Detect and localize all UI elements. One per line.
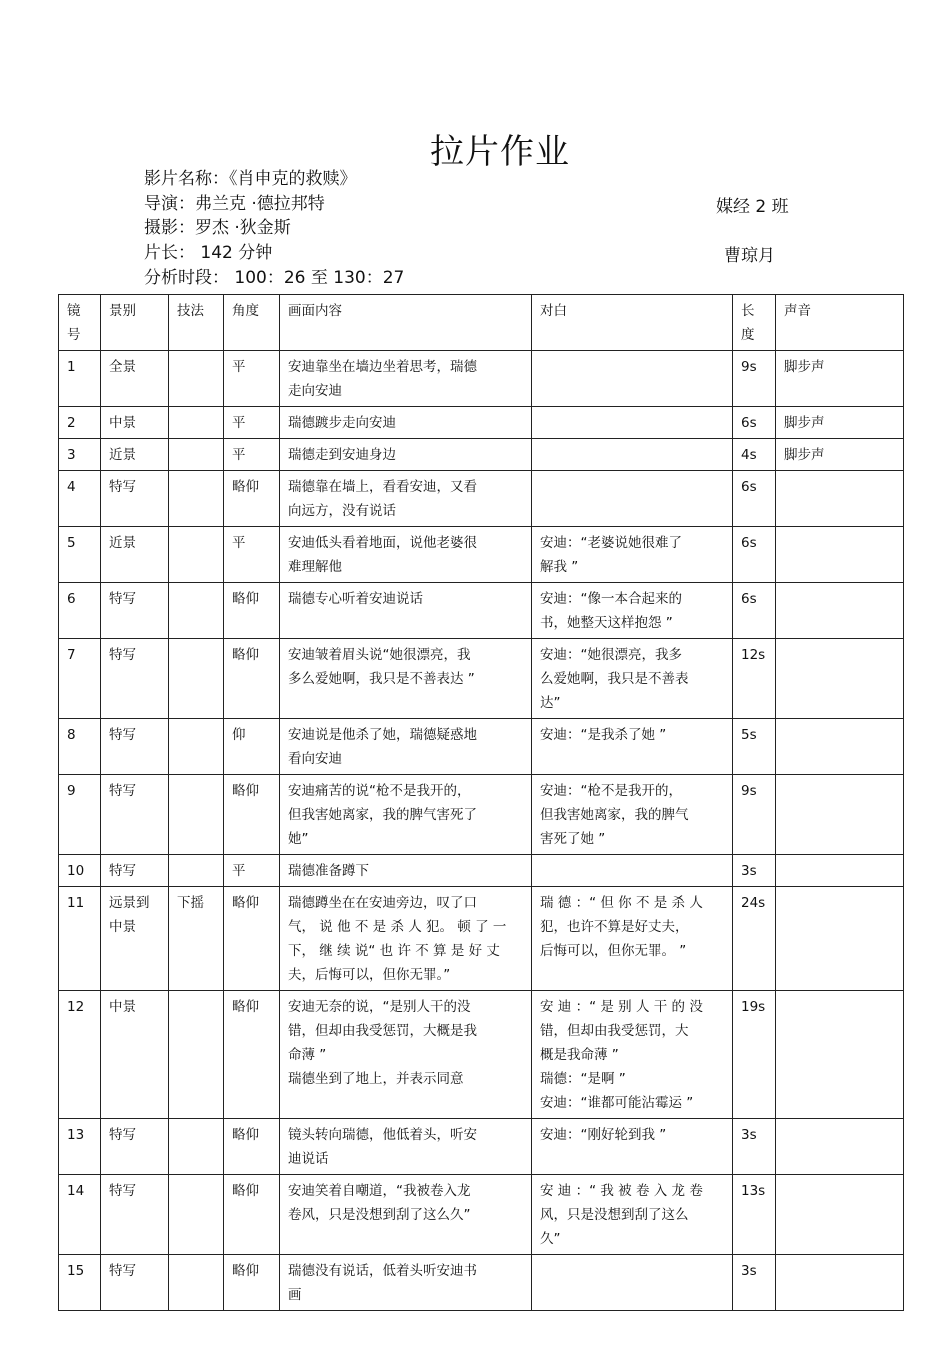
camera-technique	[169, 855, 224, 887]
shot-number: 1	[59, 351, 101, 407]
shot-scale-line: 特写	[109, 783, 136, 799]
sound: 脚步声	[776, 439, 904, 471]
shot-number: 15	[59, 1255, 101, 1311]
frame-content-line: 安迪说是他杀了她，瑞德疑惑地	[288, 727, 477, 743]
table-header-cell-line: 镜	[67, 303, 81, 319]
frame-content	[280, 1175, 532, 1255]
dialogue	[532, 583, 733, 639]
sound	[776, 527, 904, 583]
dialogue-line: 安迪：“是我杀了她 ”	[540, 727, 667, 743]
frame-content-line: 错，但却由我受惩罚，大概是我	[288, 1023, 477, 1039]
camera-technique	[169, 991, 224, 1119]
table-row	[59, 1175, 904, 1255]
shot-number: 7	[59, 639, 101, 719]
frame-content-line: 安迪笑着自嘲道，“我被卷入龙	[288, 1183, 471, 1199]
frame-content-line: 瑞德坐到了地上，并表示同意	[288, 1071, 464, 1087]
shot-number: 12	[59, 991, 101, 1119]
shot-scale	[101, 639, 169, 719]
shot-number: 6	[59, 583, 101, 639]
frame-content-line: 看向安迪	[288, 751, 342, 767]
dialogue-line: 风，只是没想到刮了这么	[540, 1207, 689, 1223]
dialogue-line: 安迪：“谁都可能沾霉运 ”	[540, 1095, 694, 1111]
frame-content-line: 镜头转向瑞德，他低着头，听安	[288, 1127, 477, 1143]
table-header-cell	[169, 295, 224, 351]
shot-scale-line: 全景	[109, 359, 136, 375]
table-row	[59, 583, 904, 639]
frame-content-line: 瑞德蹲坐在在安迪旁边，叹了口	[288, 895, 477, 911]
table-header-cell-line: 景别	[109, 303, 136, 319]
camera-angle: 略仰	[224, 471, 280, 527]
table-header-cell-line: 号	[67, 327, 81, 343]
shot-scale-line: 特写	[109, 1263, 136, 1279]
shot-number: 8	[59, 719, 101, 775]
shot-scale-line: 中景	[109, 415, 136, 431]
table-row	[59, 527, 904, 583]
dialogue	[532, 1175, 733, 1255]
shot-scale-line: 特写	[109, 479, 136, 495]
frame-content	[280, 775, 532, 855]
shot-scale	[101, 351, 169, 407]
camera-angle: 仰	[224, 719, 280, 775]
frame-content-line: 画	[288, 1287, 302, 1303]
dialogue-line: 达”	[540, 695, 561, 711]
frame-content-line: 夫，后悔可以，但你无罪。”	[288, 967, 451, 983]
dialogue-line: 书，她整天这样抱怨 ”	[540, 615, 673, 631]
camera-technique	[169, 351, 224, 407]
camera-angle: 略仰	[224, 1255, 280, 1311]
table-header-cell	[101, 295, 169, 351]
shot-scale	[101, 527, 169, 583]
frame-content-line: 她”	[288, 831, 309, 847]
dialogue-line: 久”	[540, 1231, 561, 1247]
camera-angle: 平	[224, 439, 280, 471]
dialogue-line: 错，但却由我受惩罚，大	[540, 1023, 689, 1039]
shot-scale	[101, 439, 169, 471]
dialogue	[532, 855, 733, 887]
shot-scale-line: 近景	[109, 535, 136, 551]
shot-scale-line: 特写	[109, 1183, 136, 1199]
shot-number: 10	[59, 855, 101, 887]
shot-length: 24s	[733, 887, 776, 991]
table-header-cell	[224, 295, 280, 351]
sound	[776, 639, 904, 719]
frame-content-line: 迪说话	[288, 1151, 329, 1167]
shot-length: 3s	[733, 1119, 776, 1175]
frame-content-line: 瑞德没有说话，低着头听安迪书	[288, 1263, 477, 1279]
dialogue-line: 安迪：“她很漂亮，我多	[540, 647, 682, 663]
table-header-cell-line: 对白	[540, 303, 567, 319]
shot-scale	[101, 1119, 169, 1175]
cinematographer: 摄影：罗杰 ·狄金斯	[144, 218, 291, 238]
table-header-cell	[532, 295, 733, 351]
dialogue	[532, 407, 733, 439]
sound	[776, 1255, 904, 1311]
author-name: 曹琼月	[724, 246, 775, 266]
dialogue	[532, 351, 733, 407]
runtime: 片长： 142 分钟	[144, 243, 273, 263]
shot-scale-line: 远景到	[109, 895, 150, 911]
dialogue-line: 后悔可以，但你无罪。 ”	[540, 943, 687, 959]
shot-number: 5	[59, 527, 101, 583]
camera-angle: 略仰	[224, 583, 280, 639]
camera-angle: 略仰	[224, 887, 280, 991]
camera-technique	[169, 1175, 224, 1255]
sound	[776, 775, 904, 855]
dialogue-line: 安迪：“老婆说她很难了	[540, 535, 682, 551]
frame-content-line: 瑞德准备蹲下	[288, 863, 369, 879]
shot-scale-line: 特写	[109, 1127, 136, 1143]
shot-length: 5s	[733, 719, 776, 775]
frame-content	[280, 351, 532, 407]
camera-technique	[169, 1255, 224, 1311]
table-row	[59, 991, 904, 1119]
shot-number: 13	[59, 1119, 101, 1175]
shot-length: 12s	[733, 639, 776, 719]
shot-scale-line: 中景	[109, 999, 136, 1015]
shot-length: 13s	[733, 1175, 776, 1255]
dialogue-line: 么爱她啊，我只是不善表	[540, 671, 689, 687]
dialogue-line: 瑞德：“是啊 ”	[540, 1071, 626, 1087]
class-name: 媒经 2 班	[716, 197, 789, 217]
dialogue	[532, 991, 733, 1119]
table-header-cell	[280, 295, 532, 351]
table-row	[59, 855, 904, 887]
camera-technique	[169, 639, 224, 719]
shot-number: 11	[59, 887, 101, 991]
film-name: 影片名称：《肖申克的救赎》	[144, 169, 357, 189]
frame-content	[280, 439, 532, 471]
dialogue-line: 安迪：“像一本合起来的	[540, 591, 682, 607]
shot-length: 3s	[733, 855, 776, 887]
table-row	[59, 351, 904, 407]
shot-scale-line: 近景	[109, 447, 136, 463]
table-row	[59, 439, 904, 471]
frame-content-line: 难理解他	[288, 559, 342, 575]
dialogue-line: 犯，也许不算是好丈夫，	[540, 919, 689, 935]
camera-angle: 平	[224, 527, 280, 583]
dialogue-line: 解我 ”	[540, 559, 579, 575]
camera-angle: 平	[224, 855, 280, 887]
frame-content-line: 安迪痛苦的说“枪不是我开的，	[288, 783, 471, 799]
shot-number: 9	[59, 775, 101, 855]
shot-length: 4s	[733, 439, 776, 471]
frame-content-line: 向远方，没有说话	[288, 503, 396, 519]
shot-scale-line: 特写	[109, 863, 136, 879]
frame-content	[280, 639, 532, 719]
shot-number: 3	[59, 439, 101, 471]
table-header-cell	[733, 295, 776, 351]
dialogue	[532, 639, 733, 719]
dialogue	[532, 1255, 733, 1311]
shot-scale	[101, 991, 169, 1119]
shot-number: 4	[59, 471, 101, 527]
shot-length: 9s	[733, 775, 776, 855]
frame-content	[280, 407, 532, 439]
camera-angle: 略仰	[224, 1119, 280, 1175]
shot-length: 6s	[733, 471, 776, 527]
frame-content-line: 下， 继 续 说“ 也 许 不 算 是 好 丈	[288, 943, 500, 959]
sound	[776, 887, 904, 991]
frame-content-line: 命薄 ”	[288, 1047, 327, 1063]
dialogue	[532, 1119, 733, 1175]
shot-scale	[101, 1255, 169, 1311]
camera-angle: 略仰	[224, 1175, 280, 1255]
frame-content-line: 瑞德靠在墙上，看看安迪，又看	[288, 479, 477, 495]
frame-content-line: 安迪低头看着地面，说他老婆很	[288, 535, 477, 551]
frame-content-line: 瑞德走到安迪身边	[288, 447, 396, 463]
shot-length: 19s	[733, 991, 776, 1119]
table-row	[59, 775, 904, 855]
dialogue-line: 瑞 德 ：“ 但 你 不 是 杀 人	[540, 895, 703, 911]
shot-length: 6s	[733, 583, 776, 639]
camera-angle: 平	[224, 351, 280, 407]
frame-content-line: 但我害她离家，我的脾气害死了	[288, 807, 477, 823]
camera-technique	[169, 775, 224, 855]
analysis-segment: 分析时段： 100：26 至 130：27	[144, 268, 405, 288]
shot-analysis-table	[58, 294, 904, 1311]
dialogue	[532, 527, 733, 583]
camera-angle: 略仰	[224, 775, 280, 855]
camera-angle: 略仰	[224, 639, 280, 719]
shot-scale	[101, 719, 169, 775]
camera-technique	[169, 1119, 224, 1175]
dialogue	[532, 719, 733, 775]
shot-scale	[101, 855, 169, 887]
table-row	[59, 407, 904, 439]
camera-angle: 略仰	[224, 991, 280, 1119]
sound: 脚步声	[776, 351, 904, 407]
frame-content	[280, 1119, 532, 1175]
frame-content-line: 多么爱她啊，我只是不善表达 ”	[288, 671, 475, 687]
sound	[776, 583, 904, 639]
dialogue-line: 安迪：“刚好轮到我 ”	[540, 1127, 667, 1143]
frame-content	[280, 991, 532, 1119]
table-header-row	[59, 295, 904, 351]
frame-content	[280, 471, 532, 527]
shot-scale-line: 特写	[109, 647, 136, 663]
table-header-cell	[59, 295, 101, 351]
shot-length: 3s	[733, 1255, 776, 1311]
camera-technique	[169, 439, 224, 471]
shot-number: 14	[59, 1175, 101, 1255]
table-row	[59, 471, 904, 527]
shot-scale-line: 特写	[109, 727, 136, 743]
frame-content	[280, 719, 532, 775]
shot-scale	[101, 887, 169, 991]
sound	[776, 719, 904, 775]
sound	[776, 855, 904, 887]
shot-scale	[101, 775, 169, 855]
table-header-cell-line: 声音	[784, 303, 811, 319]
shot-length: 6s	[733, 407, 776, 439]
camera-technique	[169, 407, 224, 439]
table-header-cell-line: 长	[741, 303, 755, 319]
camera-technique	[169, 471, 224, 527]
shot-scale	[101, 583, 169, 639]
table-row	[59, 887, 904, 991]
frame-content-line: 卷风，只是没想到刮了这么久”	[288, 1207, 471, 1223]
dialogue-line: 但我害她离家，我的脾气	[540, 807, 689, 823]
frame-content-line: 安迪无奈的说，“是别人干的没	[288, 999, 471, 1015]
frame-content	[280, 1255, 532, 1311]
shot-length: 9s	[733, 351, 776, 407]
table-header-cell-line: 画面内容	[288, 303, 342, 319]
shot-number: 2	[59, 407, 101, 439]
frame-content-line: 安迪靠坐在墙边坐着思考，瑞德	[288, 359, 477, 375]
table-header-cell-line: 技法	[177, 303, 204, 319]
frame-content	[280, 583, 532, 639]
camera-technique	[169, 719, 224, 775]
shot-scale	[101, 1175, 169, 1255]
shot-scale	[101, 407, 169, 439]
shot-length: 6s	[733, 527, 776, 583]
dialogue	[532, 471, 733, 527]
sound	[776, 471, 904, 527]
table-header-cell-line: 度	[741, 327, 755, 343]
sound	[776, 1175, 904, 1255]
frame-content	[280, 887, 532, 991]
table-row	[59, 719, 904, 775]
sound	[776, 991, 904, 1119]
dialogue-line: 安 迪 ：“ 是 别 人 干 的 没	[540, 999, 703, 1015]
table-row	[59, 1255, 904, 1311]
frame-content-line: 气， 说 他 不 是 杀 人 犯。 顿 了 一	[288, 919, 507, 935]
camera-angle: 平	[224, 407, 280, 439]
frame-content-line: 瑞德踱步走向安迪	[288, 415, 396, 431]
dialogue-line: 害死了她 ”	[540, 831, 606, 847]
dialogue	[532, 439, 733, 471]
table-row	[59, 1119, 904, 1175]
frame-content	[280, 855, 532, 887]
shot-scale	[101, 471, 169, 527]
camera-technique: 下摇	[169, 887, 224, 991]
camera-technique	[169, 583, 224, 639]
dialogue	[532, 887, 733, 991]
frame-content-line: 走向安迪	[288, 383, 342, 399]
shot-scale-line: 特写	[109, 591, 136, 607]
dialogue-line: 安 迪 ：“ 我 被 卷 入 龙 卷	[540, 1183, 703, 1199]
dialogue	[532, 775, 733, 855]
frame-content-line: 安迪皱着眉头说“她很漂亮，我	[288, 647, 471, 663]
sound	[776, 1119, 904, 1175]
page-title: 拉片作业	[430, 132, 570, 172]
frame-content-line: 瑞德专心听着安迪说话	[288, 591, 423, 607]
dialogue-line: 概是我命薄 ”	[540, 1047, 619, 1063]
table-header-cell-line: 角度	[232, 303, 259, 319]
table-row	[59, 639, 904, 719]
director: 导演：弗兰克 ·德拉邦特	[144, 194, 325, 214]
camera-technique	[169, 527, 224, 583]
shot-scale-line: 中景	[109, 919, 136, 935]
sound: 脚步声	[776, 407, 904, 439]
frame-content	[280, 527, 532, 583]
table-header-cell	[776, 295, 904, 351]
dialogue-line: 安迪：“枪不是我开的，	[540, 783, 682, 799]
